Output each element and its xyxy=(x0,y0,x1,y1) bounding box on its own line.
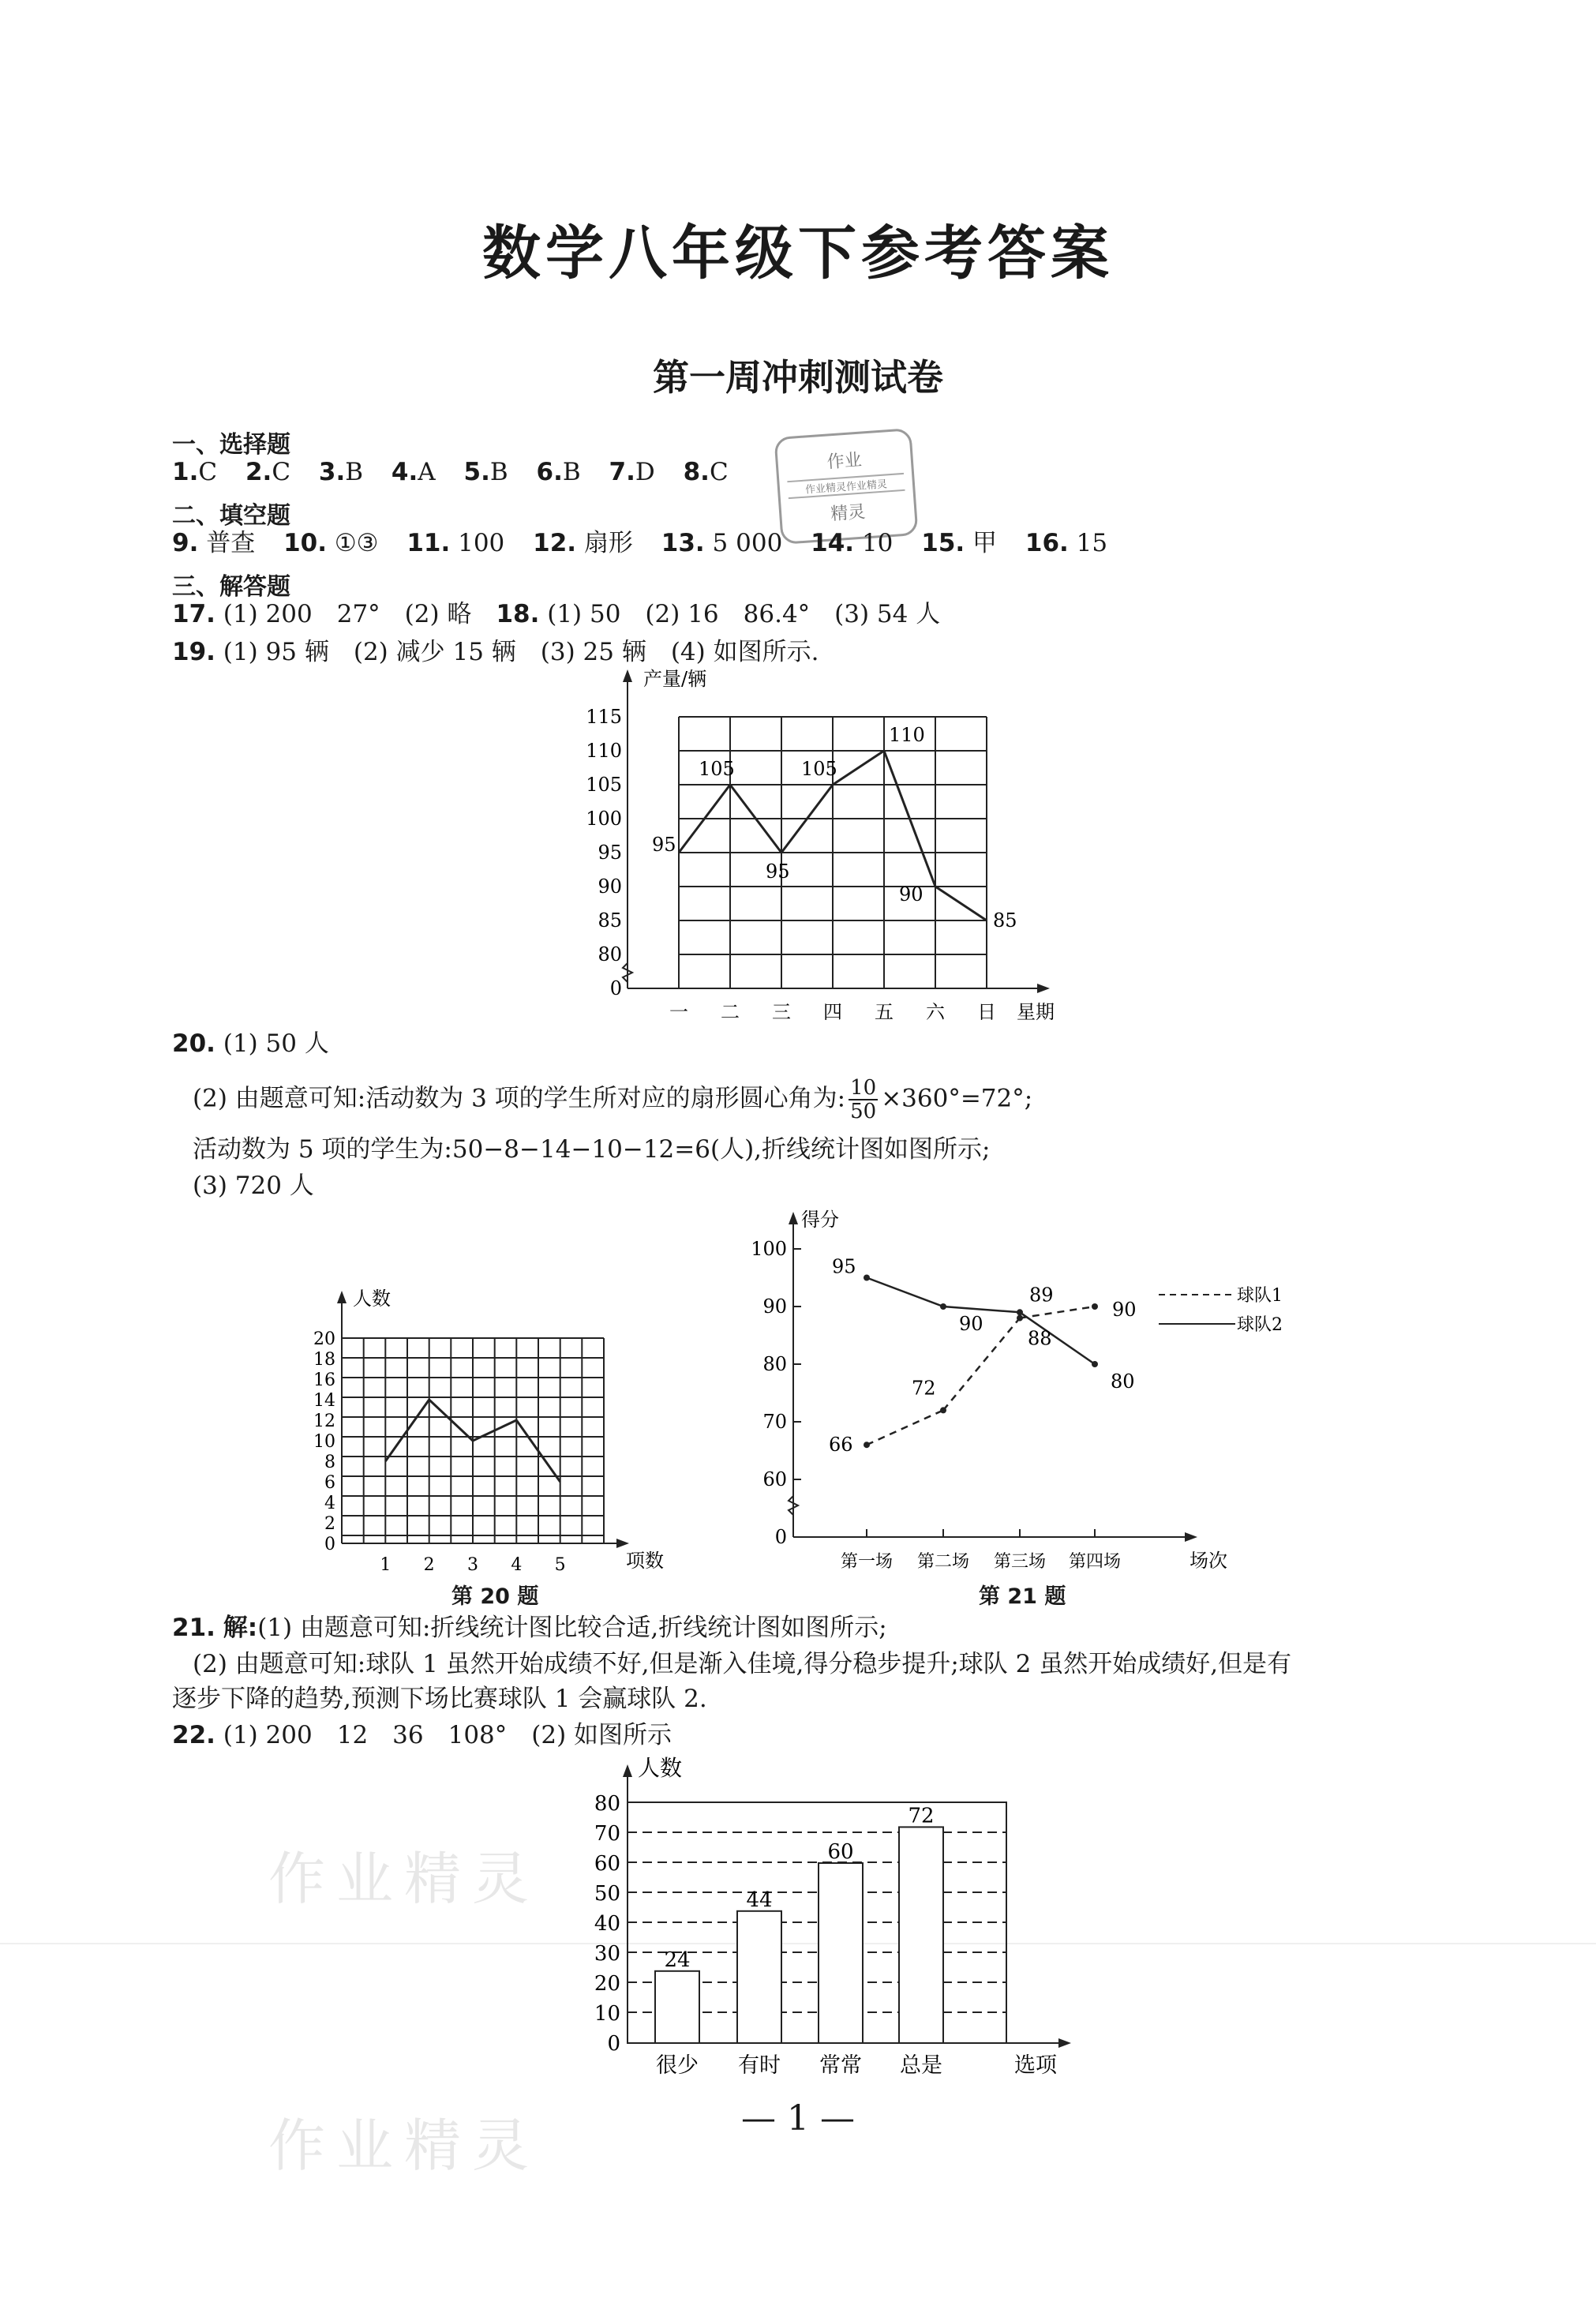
bar-value-label: 24 xyxy=(664,1948,691,1972)
data-label: 80 xyxy=(1111,1370,1135,1393)
x-axis-arrow xyxy=(1037,984,1050,993)
data-label: 95 xyxy=(652,834,676,856)
data-point xyxy=(1017,1309,1023,1315)
y-tick-label: 4 xyxy=(324,1494,335,1513)
y-tick-labels xyxy=(594,1792,620,2056)
y-tick-label: 50 xyxy=(594,1882,620,1906)
y-axis-label: 人数 xyxy=(353,1288,391,1310)
q19-answer: 19. (1) 95 辆 (2) 减少 15 辆 (3) 25 辆 (4) 如图所示. xyxy=(172,638,819,666)
x-tick-label: 2 xyxy=(423,1555,435,1575)
x-tick-label: 五 xyxy=(875,1001,894,1023)
y-axis-label: 人数 xyxy=(638,1755,683,1781)
y-tick-label: 90 xyxy=(762,1295,787,1318)
x-tick-label: 总是 xyxy=(900,2053,942,2078)
y-tick-label: 8 xyxy=(324,1453,335,1472)
y-tick-label: 0 xyxy=(774,1526,787,1548)
y-tick-label: 80 xyxy=(594,1792,620,1816)
x-tick-label: 二 xyxy=(721,1001,740,1023)
y-tick-label: 0 xyxy=(607,2032,620,2056)
q21-part1: 21. 解:(1) 由题意可知:折线统计图比较合适,折线统计图如图所示; xyxy=(172,1614,887,1642)
q20-part3: 活动数为 5 项的学生为:50−8−14−10−12=6(人),折线统计图如图所示; xyxy=(193,1135,991,1164)
bars xyxy=(655,1804,943,2043)
line-segment xyxy=(833,751,884,785)
y-tick-label: 105 xyxy=(586,774,622,796)
data-labels xyxy=(829,1256,1137,1457)
x-tick-label: 常常 xyxy=(819,2053,862,2078)
data-label: 90 xyxy=(899,883,924,905)
y-axis-label: 得分 xyxy=(801,1209,839,1231)
data-point xyxy=(1092,1361,1098,1367)
y-tick-label: 2 xyxy=(324,1514,335,1534)
x-tick-label: 4 xyxy=(511,1555,523,1575)
chart-q20 xyxy=(304,1275,683,1591)
q20-part2: (2) 由题意可知:活动数为 3 项的学生所对应的扇形圆心角为: $\frac{10}{50}$ ×360°=72°; xyxy=(193,1076,1033,1123)
q20-part4: (3) 720 人 xyxy=(193,1172,314,1200)
x-tick-label: 第三场 xyxy=(993,1552,1047,1572)
section-heading: 一、选择题 xyxy=(172,431,290,459)
data-label: 95 xyxy=(766,860,790,883)
line-segment xyxy=(935,887,987,920)
q21-part3: 逐步下降的趋势,预测下场比赛球队 1 会赢球队 2. xyxy=(172,1685,707,1713)
bar xyxy=(655,1971,699,2043)
y-tick-label: 40 xyxy=(594,1912,620,1936)
legend-label-team1: 球队1 xyxy=(1237,1286,1283,1306)
data-lines xyxy=(864,1275,1098,1449)
x-tick-labels xyxy=(656,2053,942,2078)
y-tick-label: 12 xyxy=(313,1412,335,1431)
y-tick-label: 60 xyxy=(594,1852,620,1876)
y-tick-label: 20 xyxy=(313,1329,335,1349)
x-tick-label: 三 xyxy=(772,1001,791,1023)
y-tick-label: 60 xyxy=(762,1468,787,1490)
y-tick-labels xyxy=(313,1329,335,1554)
data-label: 95 xyxy=(832,1255,856,1278)
y-tick-label: 80 xyxy=(598,943,622,965)
x-axis-label: 星期 xyxy=(1017,1001,1055,1023)
x-tick-label: 六 xyxy=(926,1001,945,1023)
x-tick-label: 第二场 xyxy=(916,1552,970,1572)
y-tick-label: 16 xyxy=(313,1370,335,1390)
x-tick-label: 四 xyxy=(823,1001,842,1023)
y-tick-labels xyxy=(586,706,622,999)
x-axis-label: 选项 xyxy=(1014,2053,1057,2078)
y-tick-label: 6 xyxy=(324,1473,335,1493)
x-tick-label: 很少 xyxy=(656,2053,699,2078)
x-tick-label: 1 xyxy=(380,1555,392,1575)
stamp-bottom: 精灵 xyxy=(830,502,867,525)
y-tick-label: 0 xyxy=(609,977,622,999)
data-point xyxy=(1017,1315,1023,1322)
q17-18-answers: 17. (1) 200 27° (2) 略 18. (1) 50 (2) 16 86.4° (3) 54 人 xyxy=(172,600,941,628)
y-tick-label: 70 xyxy=(594,1822,620,1846)
data-label: 105 xyxy=(801,758,837,780)
data-label: 88 xyxy=(1028,1327,1052,1350)
y-tick-label: 100 xyxy=(586,808,622,830)
figure-caption: 第 21 题 xyxy=(979,1584,1066,1609)
data-label: 72 xyxy=(912,1377,936,1400)
x-tick-label: 第一场 xyxy=(840,1552,894,1572)
y-tick-label: 30 xyxy=(594,1942,620,1966)
q20-part1: 20. (1) 50 人 xyxy=(172,1029,329,1058)
q21-part2: (2) 由题意可知:球队 1 虽然开始成绩不好,但是渐入佳境,得分稳步提升;球队 2 虽然开始成绩好,但是有 xyxy=(193,1650,1292,1678)
page-title: 数学八年级下参考答案 xyxy=(482,219,1114,287)
y-tick-label: 18 xyxy=(313,1350,335,1370)
chart-q22 xyxy=(568,1749,1089,2088)
y-tick-label: 0 xyxy=(324,1535,335,1554)
data-label: 90 xyxy=(959,1313,983,1335)
y-axis-arrow xyxy=(337,1291,347,1303)
fraction: $\frac{10}{50}$ xyxy=(850,1076,877,1123)
watermark-text: 作业精灵 xyxy=(268,2113,541,2179)
data-point xyxy=(940,1303,946,1310)
data-label: 89 xyxy=(1029,1284,1054,1307)
x-tick-label: 有时 xyxy=(738,2053,781,2078)
stamp-middle: 作业精灵作业精灵 xyxy=(787,473,905,499)
choice-answers: 1.C 2.C 3.B 4.A 5.B 6.B 7.D 8.C xyxy=(172,458,729,486)
data-label: 110 xyxy=(889,724,925,746)
x-tick-labels xyxy=(841,1529,1121,1572)
q22-answer: 22. (1) 200 12 36 108° (2) 如图所示 xyxy=(172,1721,672,1749)
y-tick-label: 70 xyxy=(762,1411,787,1433)
bar xyxy=(819,1863,863,2043)
y-tick-label: 90 xyxy=(598,875,622,898)
x-tick-label: 第四场 xyxy=(1068,1552,1122,1572)
stamp-top: 作业 xyxy=(826,450,863,473)
section-heading: 二、填空题 xyxy=(172,502,290,530)
bar-value-label: 72 xyxy=(908,1804,935,1828)
line-segment-2 xyxy=(943,1307,1020,1312)
y-tick-label: 14 xyxy=(313,1391,335,1411)
y-tick-label: 20 xyxy=(594,1972,620,1996)
fill-answers: 9. 普查 10. ①③ 11. 100 12. 扇形 13. 5 000 14. 10 15. 甲 16. 15 xyxy=(172,529,1108,557)
page-number: — 1 — xyxy=(741,2098,855,2139)
bar xyxy=(737,1911,781,2043)
x-axis-label: 场次 xyxy=(1190,1550,1227,1572)
data-labels xyxy=(652,724,1017,932)
x-axis-arrow xyxy=(1185,1532,1197,1542)
y-tick-label: 10 xyxy=(594,2002,620,2026)
line-segment-1 xyxy=(1020,1307,1095,1318)
x-tick-labels xyxy=(669,1001,996,1023)
x-tick-label: 一 xyxy=(669,1001,688,1023)
y-tick-label: 115 xyxy=(586,706,622,728)
y-axis-label: 产量/辆 xyxy=(643,668,707,690)
figure-caption: 第 20 题 xyxy=(451,1584,539,1609)
line-segment-2 xyxy=(867,1278,943,1307)
y-tick-label: 95 xyxy=(598,842,622,864)
bar xyxy=(899,1827,943,2043)
legend-label-team2: 球队2 xyxy=(1237,1315,1283,1335)
bar-value-label: 44 xyxy=(746,1888,773,1912)
y-tick-label: 110 xyxy=(586,740,622,762)
line-segment-1 xyxy=(867,1410,943,1445)
data-label: 85 xyxy=(993,909,1017,932)
test-title: 第一周冲刺测试卷 xyxy=(653,356,943,399)
y-tick-label: 85 xyxy=(598,909,622,932)
y-axis-arrow xyxy=(623,669,632,682)
y-axis-arrow xyxy=(623,1764,632,1777)
chart-q21 xyxy=(738,1196,1338,1607)
bar-value-label: 60 xyxy=(827,1840,854,1864)
x-tick-label: 3 xyxy=(466,1555,478,1575)
data-point xyxy=(1092,1303,1098,1310)
y-tick-label: 80 xyxy=(762,1353,787,1375)
data-label: 66 xyxy=(829,1434,853,1457)
y-axis-arrow xyxy=(789,1212,798,1224)
x-axis-arrow xyxy=(1058,2038,1071,2048)
data-point xyxy=(864,1442,870,1448)
x-tick-label: 日 xyxy=(977,1001,996,1023)
x-axis-label: 项数 xyxy=(626,1550,664,1572)
y-tick-label: 10 xyxy=(313,1432,335,1452)
y-tick-label: 100 xyxy=(751,1238,787,1260)
data-label: 105 xyxy=(699,758,735,780)
x-tick-label: 5 xyxy=(554,1555,566,1575)
section-heading: 三、解答题 xyxy=(172,573,290,601)
chart-q19 xyxy=(576,663,1066,1026)
watermark-text: 作业精灵 xyxy=(268,1846,541,1912)
legend xyxy=(1159,1286,1283,1335)
data-label: 90 xyxy=(1112,1299,1137,1321)
data-point xyxy=(940,1407,946,1413)
data-point xyxy=(864,1275,870,1281)
